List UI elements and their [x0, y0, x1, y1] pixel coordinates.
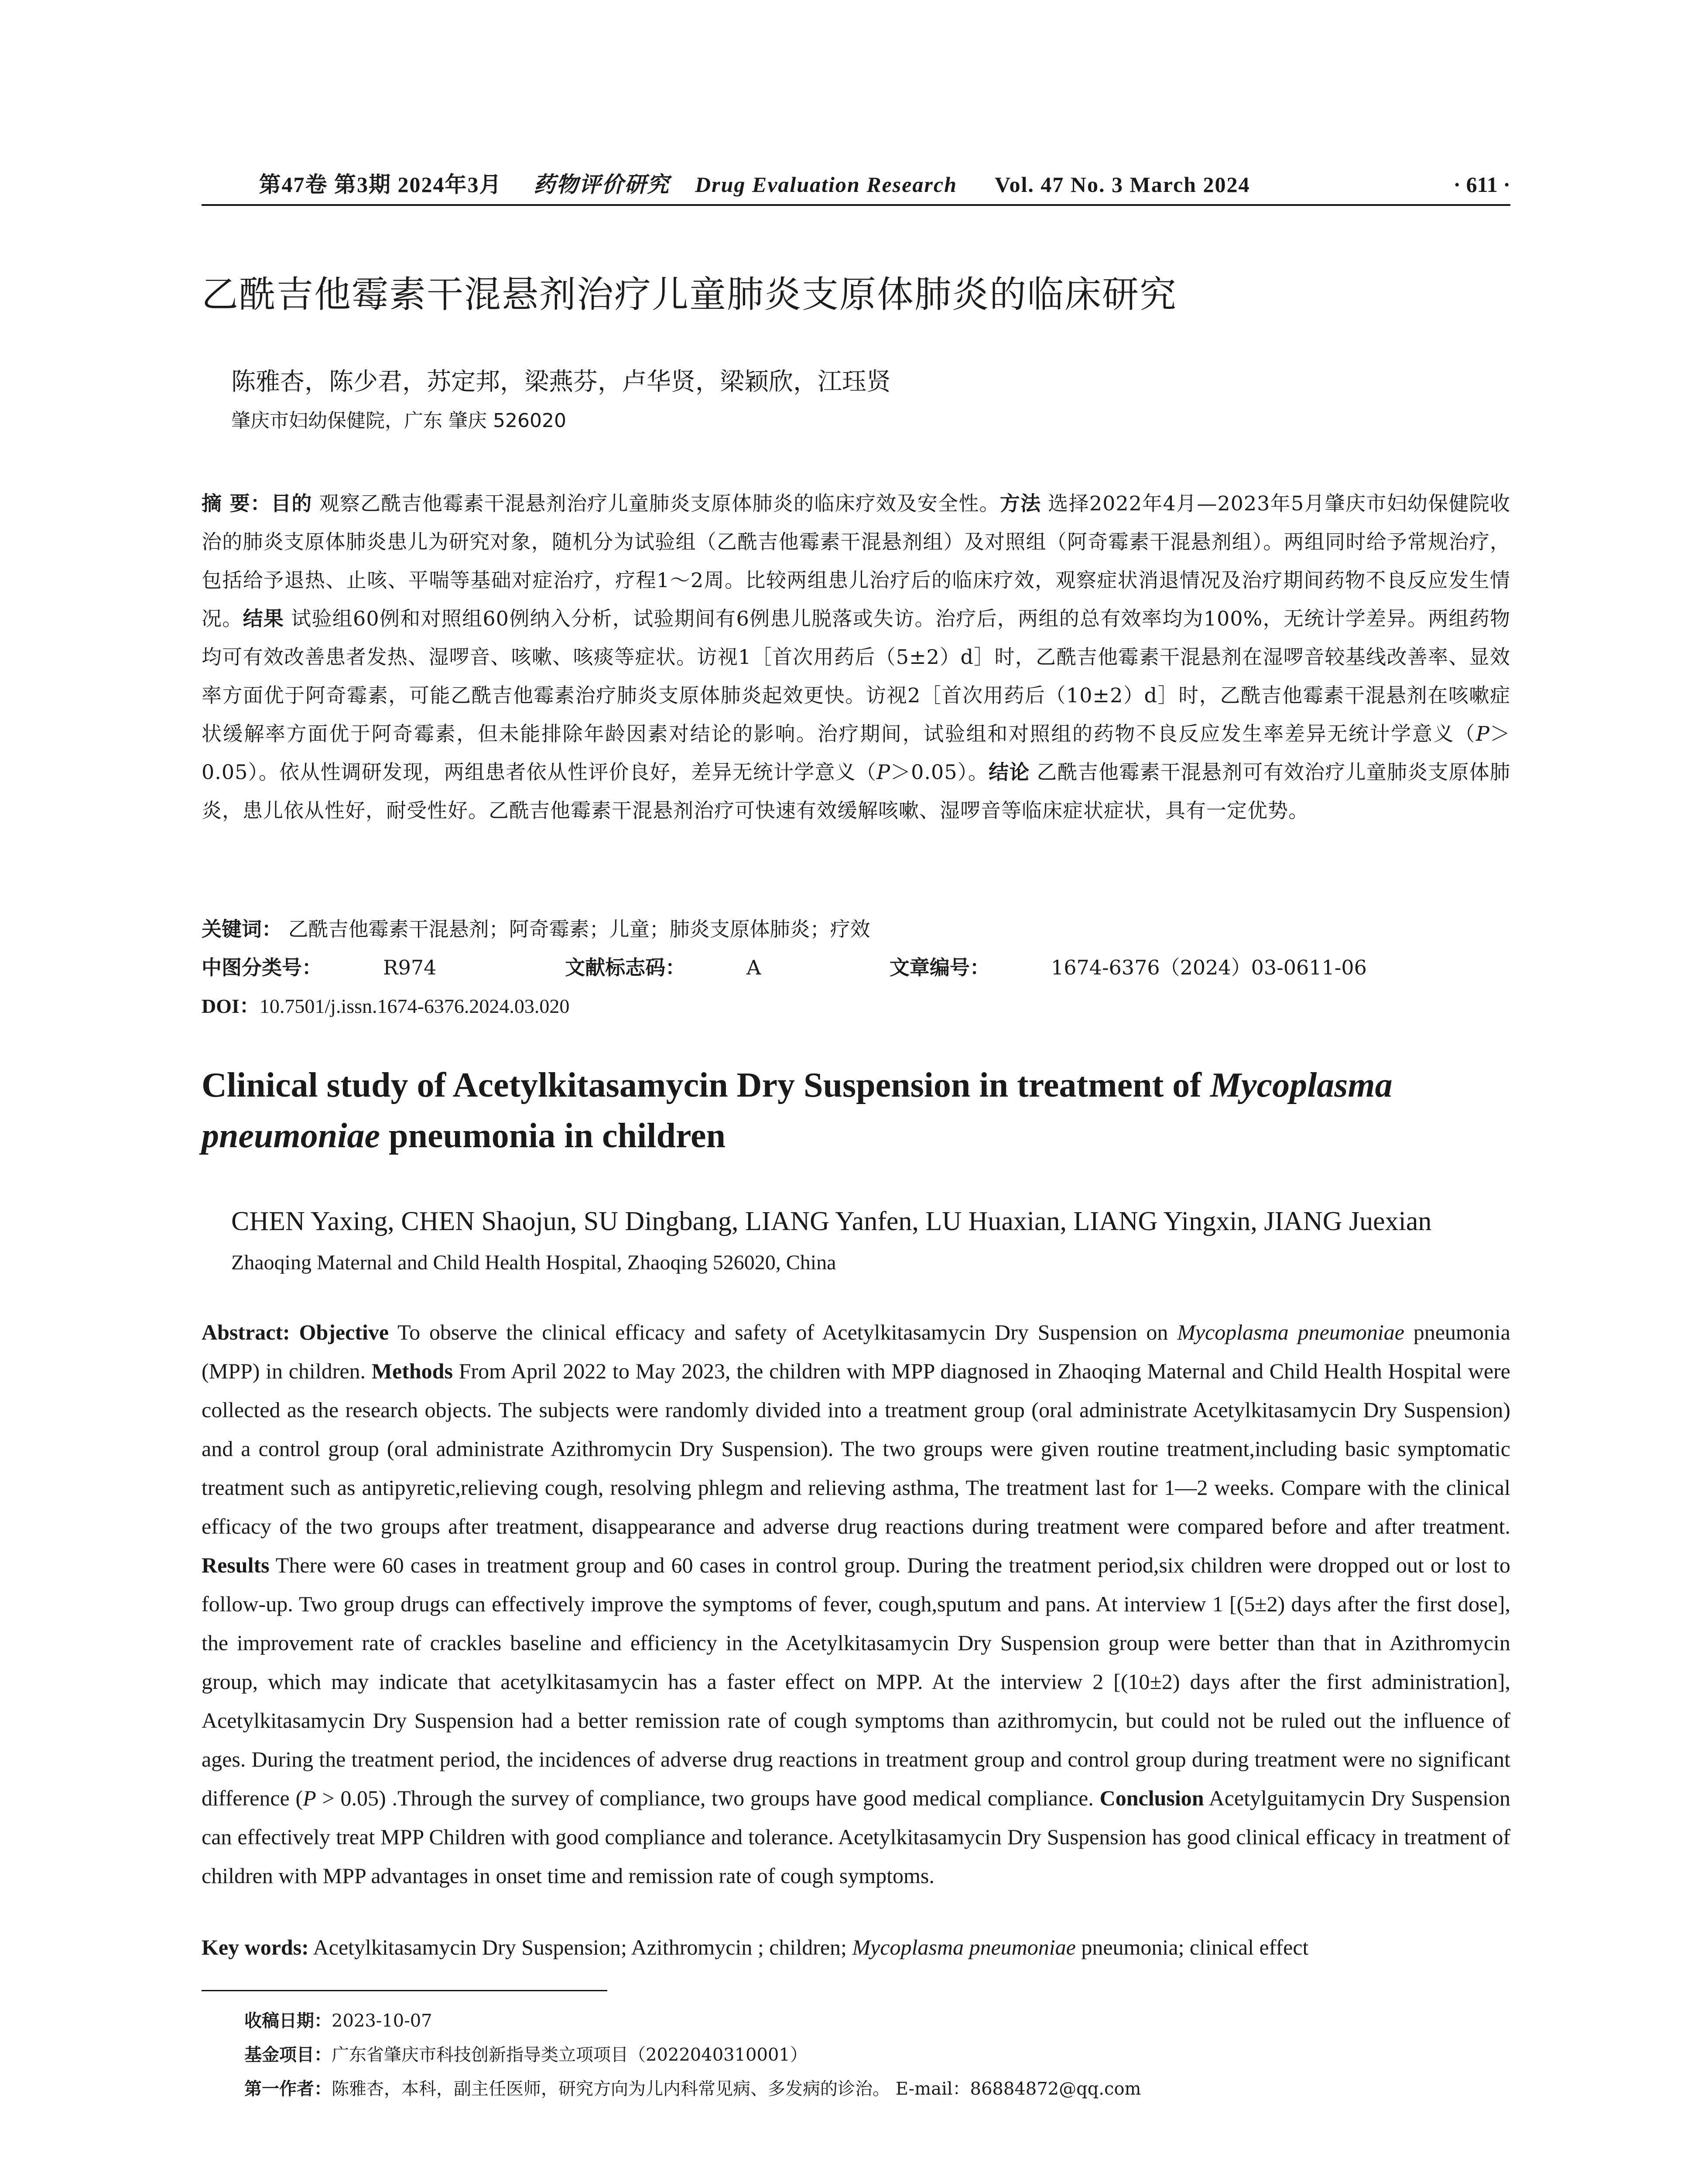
conclusion-text-cn: 乙酰吉他霉素干混悬剂可有效治疗儿童肺炎支原体肺炎，患儿依从性好，耐受性好。乙酰吉他霉素干混悬剂治疗可快速有效缓解咳嗽、湿啰音等临床症状症状，具有一定优势。 [202, 760, 1511, 822]
doc-code-label: 文献标志码： [565, 956, 686, 979]
running-header-center [202, 167, 1308, 202]
results-label-cn: 结果 [243, 607, 284, 630]
keywords-en-italic: Mycoplasma pneumoniae [852, 1935, 1076, 1959]
keywords-en-part1: Acetylkitasamycin Dry Suspension; Azithromycin ; children; [308, 1935, 852, 1959]
received-date: 2023-10-07 [332, 2011, 432, 2031]
keywords-cn [202, 912, 870, 947]
title-en-italic: Mycoplasma pneumoniae [202, 1066, 1393, 1155]
journal-volume-cn: 第47卷 第3期 2024年3月 [259, 172, 502, 197]
p-symbol-cn-2: P [876, 760, 891, 784]
header-rule [202, 204, 1510, 206]
objective-label-cn: 目的 [271, 492, 312, 515]
objective-text-cn: 观察乙酰吉他霉素干混悬剂治疗儿童肺炎支原体肺炎的临床疗效及安全性。 [312, 492, 1000, 515]
conclusion-label-en: Conclusion [1099, 1786, 1204, 1810]
p-symbol-cn: P [1476, 722, 1490, 745]
article-no: 1674-6376（2024）03-0611-06 [1051, 956, 1367, 979]
doi-line [202, 988, 569, 1024]
article-title-cn: 乙酰吉他霉素干混悬剂治疗儿童肺炎支原体肺炎的临床研究 [202, 273, 1177, 316]
results-text-en: There were 60 cases in treatment group and 60 cases in control group. During the treatment period,six children were dropped out or lost to follow-up. Two group drugs can effectively improve the symptoms of fever, cough,sputum and pans. At interview 1 [(5±2) days after the first dose], the improvement rate of crackles baseline and efficiency in the Acetylkitasamycin Dry Suspension group were better than that in Azithromycin group, which may indicate that acetylkitasamycin has a faster effect on MPP. At the interview 2 [(10±2) days after the first administration], Acetylkitasamycin Dry Suspension had a better remission rate of cough symptoms than azithromycin, but could not be ruled out the influence of ages. During the treatment period, the incidences of adverse drug reactions in treatment group and control group during treatment were no significant difference ( [202, 1553, 1510, 1810]
conclusion-label-cn: 结论 [989, 760, 1030, 784]
results-text-cn-mid: ＞0.05）。依从性调研发现，两组患者依从性评价良好，差异无统计学意义（ [202, 722, 1510, 784]
footnote-first-author [244, 2075, 1141, 2103]
fund-label: 基金项目： [244, 2045, 332, 2065]
first-author-text: 陈雅杏，本科，副主任医师，研究方向为儿内科常见病、多发病的诊治。 E-mail：86884872@qq.com [332, 2079, 1141, 2099]
methods-text-cn: 选择2022年4月—2023年5月肇庆市妇幼保健院收治的肺炎支原体肺炎患儿为研究对象，随机分为试验组（乙酰吉他霉素干混悬剂组）及对照组（阿奇霉素干混悬剂组）。两组同时给予常规治疗，包括给予退热、止咳、平喘等基础对症治疗，疗程1～2周。比较两组患儿治疗后的临床疗效，观察症状消退情况及治疗期间药物不良反应发生情况。 [202, 492, 1511, 630]
running-header [202, 167, 1510, 202]
doc-code: A [746, 956, 761, 979]
affiliation-en: Zhaoqing Maternal and Child Health Hospital, Zhaoqing 526020, China [231, 1251, 836, 1274]
abstract-label-en: Abstract: Objective [202, 1320, 389, 1344]
results-text-cn-end: ＞0.05）。 [890, 760, 989, 784]
doc-code-group [565, 956, 822, 979]
results-end-en: > 0.05) .Through the survey of compliance, two groups have good medical compliance. [316, 1786, 1100, 1810]
footnote-fund [244, 2041, 808, 2069]
footnote-received [244, 2007, 432, 2035]
methods-label-cn: 方法 [999, 492, 1041, 515]
conclusion-text-en: Acetylguitamycin Dry Suspension can effectively treat MPP Children with good compliance and tolerance. Acetylkitasamycin Dry Suspension has good clinical efficacy in treatment of children with MPP advantages in onset time and remission rate of cough symptoms. [202, 1786, 1511, 1888]
results-text-cn: 试验组60例和对照组60例纳入分析，试验期间有6例患儿脱落或失访。治疗后，两组的总有效率均为100%，无统计学差异。两组药物均可有效改善患者发热、湿啰音、咳嗽、咳痰等症状。访视1［首次用药后（5±2）d］时，乙酰吉他霉素干混悬剂在湿啰音较基线改善率、显效率方面优于阿奇霉素，可能乙酰吉他霉素治疗肺炎支原体肺炎起效更快。访视2［首次用药后（10±2）d］时，乙酰吉他霉素干混悬剂在咳嗽症状缓解率方面优于阿奇霉素，但未能排除年龄因素对结论的影响。治疗期间，试验组和对照组的药物不良反应发生率差异无统计学意义（ [202, 607, 1510, 745]
keywords-en [202, 1928, 1510, 1966]
journal-logo-cn: 药物评价研究 [534, 171, 670, 197]
journal-issue-en: Vol. 47 No. 3 March 2024 [994, 172, 1250, 197]
objective-italic-en: Mycoplasma pneumoniae [1177, 1320, 1404, 1344]
fund-text: 广东省肇庆市科技创新指导类立项项目（2022040310001） [332, 2045, 808, 2065]
p-symbol-en: P [303, 1786, 316, 1810]
title-en-part1: Clinical study of Acetylkitasamycin Dry Suspension in treatment of [202, 1066, 1210, 1104]
results-label-en: Results [202, 1553, 270, 1577]
clc-code: R974 [383, 956, 437, 979]
keywords-label-cn: 关键词： [202, 917, 282, 941]
clc-label: 中图分类号： [202, 956, 322, 979]
affiliation-cn: 肇庆市妇幼保健院，广东 肇庆 526020 [231, 410, 566, 432]
authors-cn: 陈雅杏，陈少君，苏定邦，梁燕芬，卢华贤，梁颖欣，江珏贤 [231, 368, 891, 396]
page-number: · 611 · [1453, 172, 1510, 197]
received-label: 收稿日期： [244, 2011, 332, 2031]
methods-text-en: From April 2022 to May 2023, the children with MPP diagnosed in Zhaoqing Maternal and Child Health Hospital were collected as the research objects. The subjects were randomly divided into a treatment group (oral administrate Acetylkitasamycin Dry Suspension) and a control group (oral administrate Azithromycin Dry Suspension). The two groups were given routine treatment,including basic symptomatic treatment such as antipyretic,relieving cough, resolving phlegm and relieving asthma, The treatment last for 1—2 weeks. Compare with the clinical efficacy of the two groups after treatment, disappearance and adverse drug reactions during treatment were compared before and after treatment. [202, 1359, 1510, 1538]
clc-group [202, 956, 497, 979]
keywords-label-en: Key words: [202, 1935, 309, 1959]
methods-label-en: Methods [371, 1359, 453, 1383]
article-no-group [890, 956, 1428, 979]
objective-text-en: To observe the clinical efficacy and safety of Acetylkitasamycin Dry Suspension on [389, 1320, 1177, 1344]
abstract-label-cn: 摘 要： [202, 492, 271, 515]
article-no-label: 文章编号： [889, 956, 990, 979]
first-author-label: 第一作者： [244, 2079, 332, 2099]
classification-line [202, 950, 1489, 985]
authors-en: CHEN Yaxing, CHEN Shaojun, SU Dingbang, LIANG Yanfen, LU Huaxian, LIANG Yingxin, JIANG Juexian [231, 1207, 1432, 1236]
footnote-rule [202, 1990, 607, 1991]
keywords-text-cn: 乙酰吉他霉素干混悬剂；阿奇霉素；儿童；肺炎支原体肺炎；疗效 [282, 917, 870, 941]
abstract-cn [202, 484, 1510, 830]
journal-name-en: Drug Evaluation Research [695, 172, 957, 197]
keywords-en-part2: pneumonia; clinical effect [1075, 1935, 1309, 1959]
doi-label: DOI： [202, 995, 260, 1017]
abstract-en [202, 1313, 1510, 1895]
title-en-part2: pneumonia in children [380, 1117, 726, 1155]
doi-link[interactable]: 10.7501/j.issn.1674-6376.2024.03.020 [259, 995, 570, 1017]
article-title-en [202, 1060, 1510, 1161]
objective-end-en: pneumonia (MPP) in children. [202, 1320, 1510, 1383]
